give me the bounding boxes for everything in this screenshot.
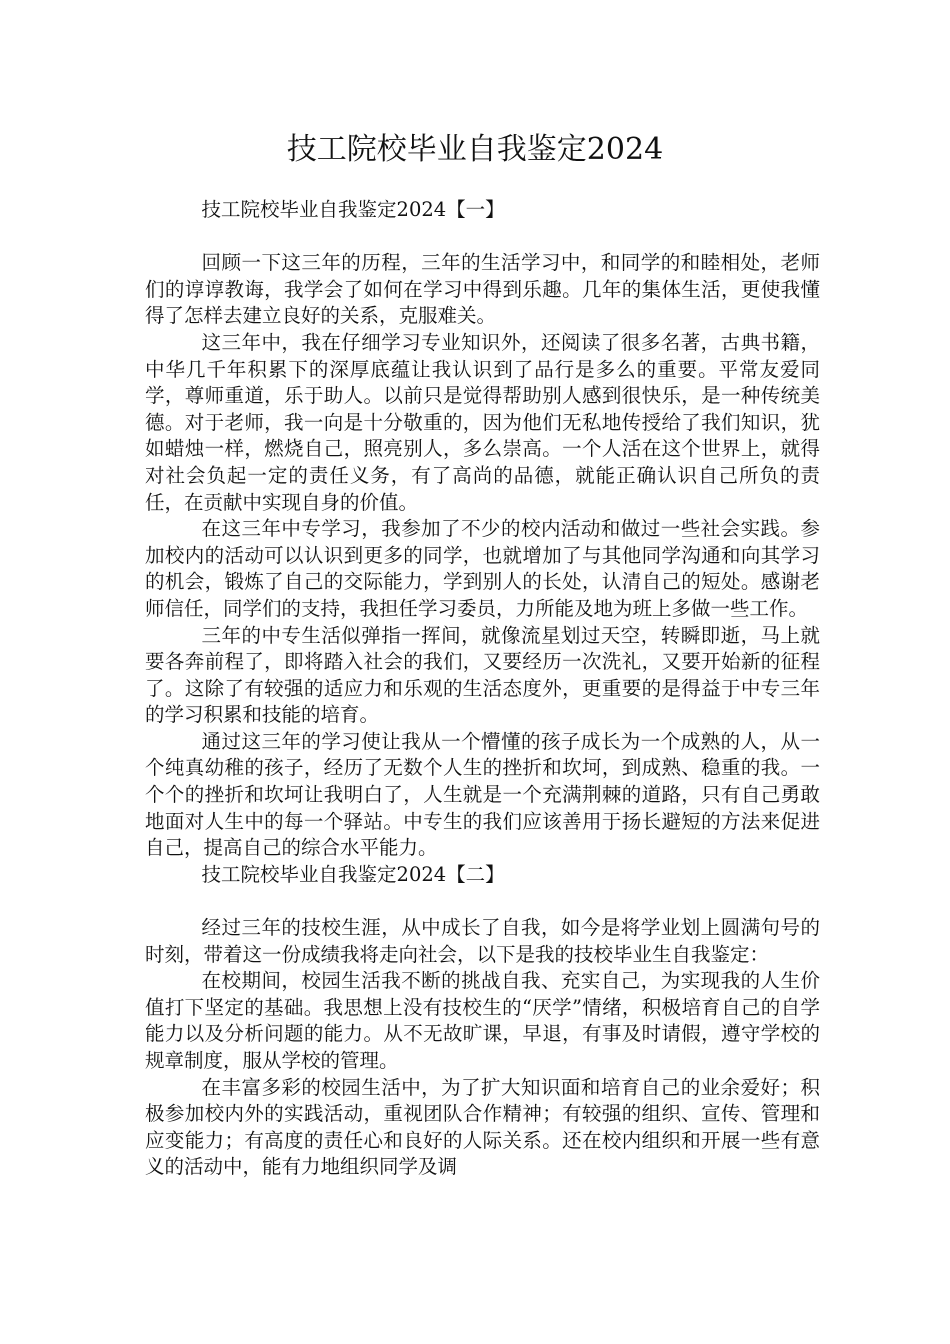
blank-line [145, 888, 820, 915]
blank-line [145, 224, 820, 251]
paragraph: 三年的中专生活似弹指一挥间，就像流星划过天空，转瞬即逝，马上就要各奔前程了，即将踏入社会的我们，又要经历一次洗礼，又要开始新的征程了。这除了有较强的适应力和乐观的生活态度外，更重要的是得益于中专三年的学习积累和技能的培育。 [145, 623, 820, 727]
paragraph: 回顾一下这三年的历程，三年的生活学习中，和同学的和睦相处，老师们的谆谆教诲，我学会了如何在学习中得到乐趣。几年的集体生活，更使我懂得了怎样去建立良好的关系，克服难关。 [145, 251, 820, 328]
paragraph: 经过三年的技校生涯，从中成长了自我，如今是将学业划上圆满句号的时刻，带着这一份成绩我将走向社会，以下是我的技校毕业生自我鉴定： [145, 916, 820, 966]
paragraph: 在这三年中专学习，我参加了不少的校内活动和做过一些社会实践。参加校内的活动可以认识到更多的同学，也就增加了与其他同学沟通和向其学习的机会，锻炼了自己的交际能力，学到别人的长处，认清自己的短处。感谢老师信任，同学们的支持，我担任学习委员，力所能及地为班上多做一些工作。 [145, 517, 820, 620]
paragraph: 这三年中，我在仔细学习专业知识外，还阅读了很多名著，古典书籍，中华几千年积累下的深厚底蕴让我认识到了品行是多么的重要。平常友爱同学，尊师重道，乐于助人。以前只是觉得帮助别人感到很快乐，是一种传统美德。对于老师，我一向是十分敬重的，因为他们无私地传授给了我们知识，犹如蜡烛一样，燃烧自己，照亮别人，多么崇高。一个人活在这个世界上，就得对社会负起一定的责任义务，有了高尚的品德，就能正确认识自己所负的责任，在贡献中实现自身的价值。 [145, 330, 820, 514]
paragraph: 在丰富多彩的校园生活中，为了扩大知识面和培育自己的业余爱好；积极参加校内外的实践活动，重视团队合作精神；有较强的组织、宣传、管理和应变能力；有高度的责任心和良好的人际关系。还在校内组织和开展一些有意义的活动中，能有力地组织同学及调 [145, 1075, 820, 1179]
paragraph: 通过这三年的学习使让我从一个懵懂的孩子成长为一个成熟的人，从一个纯真幼稚的孩子，经历了无数个人生的挫折和坎坷，到成熟、稳重的我。一个个的挫折和坎坷让我明白了，人生就是一个充满荆棘的道路，只有自己勇敢地面对人生中的每一个驿站。中专生的我们应该善用于扬长避短的方法来促进自己，提高自己的综合水平能力。 [145, 729, 820, 860]
paragraph: 在校期间，校园生活我不断的挑战自我、充实自己，为实现我的人生价值打下坚定的基础。我思想上没有技校生的“厌学”情绪，积极培育自己的自学能力以及分析问题的能力。从不无故旷课，早退，有事及时请假，遵守学校的规章制度，服从学校的管理。 [145, 969, 820, 1072]
document-title: 技工院校毕业自我鉴定2024 [286, 132, 664, 167]
section-heading-1: 技工院校毕业自我鉴定2024【一】 [201, 198, 505, 221]
section-heading-2: 技工院校毕业自我鉴定2024【二】 [201, 862, 505, 886]
document-body [145, 197, 820, 1181]
